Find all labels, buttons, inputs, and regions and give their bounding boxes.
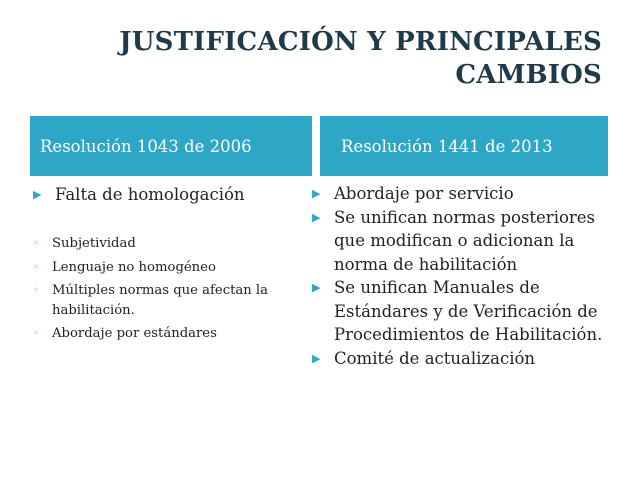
right-column-header: Resolución 1441 de 2013 — [320, 116, 608, 176]
left-sub-bullet-list — [30, 234, 300, 344]
triangle-right-icon: ▶ — [312, 351, 321, 365]
title-line-2: CAMBIOS — [455, 60, 602, 90]
list-item — [308, 182, 608, 206]
circle-outline-icon: ◦ — [33, 261, 39, 273]
left-column — [30, 182, 300, 348]
right-bullet-text: Se unifican Manuales de Estándares y de Verificación de Procedimientos de Habilitación. — [334, 278, 603, 344]
slide-title — [42, 26, 602, 92]
list-item — [308, 276, 608, 347]
right-bullet-text: Comité de actualización — [334, 348, 536, 368]
list-item — [30, 281, 300, 320]
circle-outline-icon: ◦ — [33, 285, 39, 296]
sub-bullet-text: Múltiples normas que afectan la habilitación. — [52, 283, 269, 318]
left-main-bullet — [30, 182, 300, 207]
list-item — [308, 347, 608, 371]
triangle-right-icon: ▶ — [312, 210, 321, 224]
sub-bullet-text: Subjetividad — [52, 236, 136, 251]
right-column — [308, 182, 608, 370]
sub-bullet-text: Abordaje por estándares — [52, 326, 217, 341]
triangle-right-icon: ▶ — [312, 187, 321, 200]
right-bullet-text: Se unifican normas posteriores que modifican o adicionan la norma de habilitación — [334, 207, 596, 274]
left-column-header: Resolución 1043 de 2006 — [30, 116, 312, 176]
sub-bullet-text: Lenguaje no homogéneo — [52, 259, 216, 275]
right-bullet-text: Abordaje por servicio — [334, 184, 514, 203]
triangle-right-icon: ▶ — [33, 188, 42, 201]
list-item — [30, 258, 300, 278]
list-item — [308, 206, 608, 277]
list-item — [30, 324, 300, 344]
triangle-right-icon: ▶ — [312, 281, 321, 294]
list-item — [30, 234, 300, 254]
circle-outline-icon: ◦ — [33, 238, 39, 249]
title-line-1: JUSTIFICACIÓN Y PRINCIPALES — [119, 27, 602, 57]
circle-outline-icon: ◦ — [33, 328, 39, 339]
left-main-bullet-text: Falta de homologación — [55, 185, 245, 204]
